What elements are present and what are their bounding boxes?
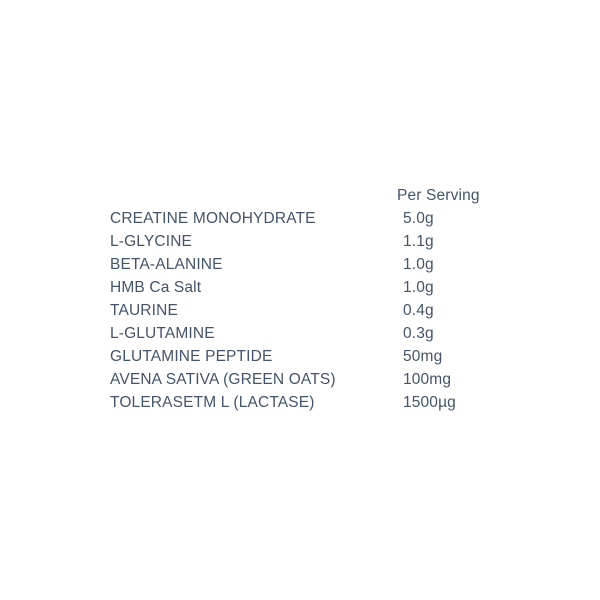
ingredient-name: L-GLYCINE	[110, 233, 193, 250]
table-row	[110, 345, 490, 368]
table-row	[110, 276, 490, 299]
ingredient-name: AVENA SATIVA (GREEN OATS)	[110, 371, 336, 388]
ingredient-name: CREATINE MONOHYDRATE	[110, 210, 316, 227]
supplement-facts-table	[110, 184, 490, 414]
ingredient-amount: 1.0g	[403, 279, 434, 296]
table-row	[110, 207, 490, 230]
table-row	[110, 230, 490, 253]
ingredient-amount: 5.0g	[403, 210, 434, 227]
ingredient-name: L-GLUTAMINE	[110, 325, 215, 342]
ingredient-amount: 0.3g	[403, 325, 434, 342]
ingredient-name: TAURINE	[110, 302, 178, 319]
ingredient-amount: 100mg	[403, 371, 452, 388]
ingredient-name: GLUTAMINE PEPTIDE	[110, 348, 273, 365]
per-serving-header: Per Serving	[397, 187, 480, 204]
table-row	[110, 391, 490, 414]
ingredient-name: HMB Ca Salt	[110, 279, 202, 296]
ingredient-amount: 1.1g	[403, 233, 434, 250]
ingredient-name: BETA-ALANINE	[110, 256, 223, 273]
table-row	[110, 299, 490, 322]
table-row	[110, 368, 490, 391]
ingredient-amount: 1.0g	[403, 256, 434, 273]
ingredient-amount: 0.4g	[403, 302, 434, 319]
ingredient-amount: 1500µg	[403, 394, 456, 411]
table-row	[110, 322, 490, 345]
ingredient-name: TOLERASETM L (LACTASE)	[110, 394, 315, 411]
ingredient-amount: 50mg	[403, 348, 443, 365]
table-row	[110, 253, 490, 276]
header-spacer	[110, 184, 397, 207]
table-header-row	[110, 184, 490, 207]
